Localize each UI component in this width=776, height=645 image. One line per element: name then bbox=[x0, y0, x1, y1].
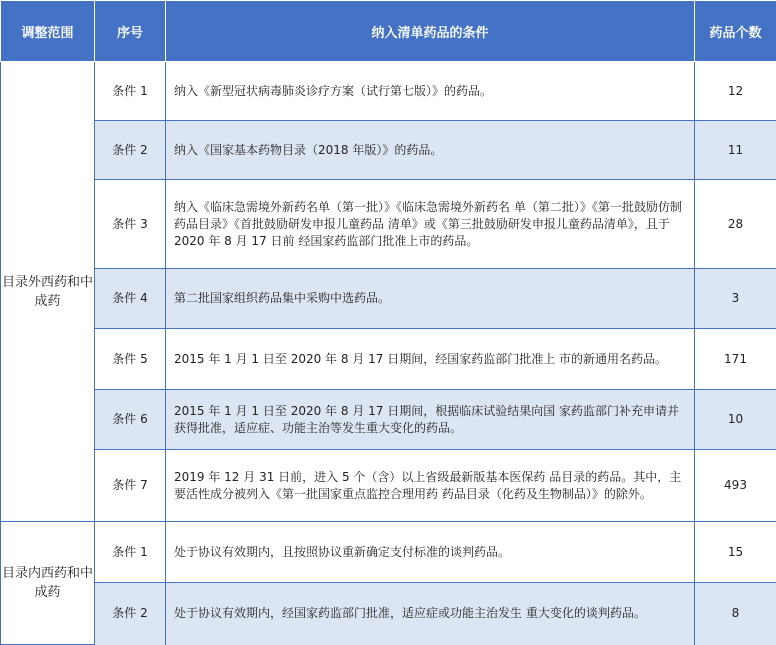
table-row bbox=[1, 269, 776, 329]
drug-count: 12 bbox=[695, 62, 776, 121]
table-header bbox=[1, 1, 776, 62]
scope-cell-inside: 目录内西药和中成药 bbox=[1, 522, 95, 645]
condition-text: 2015 年 1 月 1 日至 2020 年 8 月 17 日期间，经国家药监部门批准上 市的新通用名药品。 bbox=[166, 329, 695, 390]
condition-no: 条件 1 bbox=[95, 522, 166, 583]
table-row bbox=[1, 522, 776, 583]
condition-no: 条件 6 bbox=[95, 390, 166, 450]
table-row bbox=[1, 329, 776, 390]
drug-count: 493 bbox=[695, 450, 776, 522]
table-row bbox=[1, 390, 776, 450]
condition-no: 条件 7 bbox=[95, 450, 166, 522]
table-row bbox=[1, 180, 776, 269]
table-row bbox=[1, 62, 776, 121]
table-row bbox=[1, 121, 776, 180]
table-row bbox=[1, 583, 776, 645]
condition-text: 纳入《临床急需境外新药名单（第一批）》《临床急需境外新药名 单（第二批）》《第一批鼓励仿制药品目录》《首批鼓励研发申报儿童药品 清单》或《第三批鼓励研发申报儿童药品清单》，且于 2020 年 8 月 17 日前 经国家药监部门批准上市的药品。 bbox=[166, 180, 695, 269]
drug-count: 15 bbox=[695, 522, 776, 583]
header-no: 序号 bbox=[95, 1, 166, 62]
condition-text: 纳入《国家基本药物目录（2018 年版）》的药品。 bbox=[166, 121, 695, 180]
condition-no: 条件 4 bbox=[95, 269, 166, 329]
header-condition: 纳入清单药品的条件 bbox=[166, 1, 695, 62]
condition-text: 纳入《新型冠状病毒肺炎诊疗方案（试行第七版）》的药品。 bbox=[166, 62, 695, 121]
drug-count: 28 bbox=[695, 180, 776, 269]
condition-no: 条件 5 bbox=[95, 329, 166, 390]
table-row bbox=[1, 450, 776, 522]
condition-no: 条件 2 bbox=[95, 121, 166, 180]
condition-no: 条件 3 bbox=[95, 180, 166, 269]
header-count: 药品个数 bbox=[695, 1, 776, 62]
scope-cell-outside: 目录外西药和中成药 bbox=[1, 62, 95, 522]
condition-text: 处于协议有效期内，且按照协议重新确定支付标准的谈判药品。 bbox=[166, 522, 695, 583]
drug-count: 8 bbox=[695, 583, 776, 645]
condition-text: 处于协议有效期内，经国家药监部门批准，适应症或功能主治发生 重大变化的谈判药品。 bbox=[166, 583, 695, 645]
condition-no: 条件 1 bbox=[95, 62, 166, 121]
drug-count: 171 bbox=[695, 329, 776, 390]
condition-text: 第二批国家组织药品集中采购中选药品。 bbox=[166, 269, 695, 329]
condition-text: 2019 年 12 月 31 日前，进入 5 个（含）以上省级最新版基本医保药 品目录的药品。其中，主要活性成分被列入《第一批国家重点监控合理用药 药品目录（化药及生物制品）》的除外。 bbox=[166, 450, 695, 522]
condition-no: 条件 2 bbox=[95, 583, 166, 645]
header-scope: 调整范围 bbox=[1, 1, 95, 62]
drug-count: 11 bbox=[695, 121, 776, 180]
condition-text: 2015 年 1 月 1 日至 2020 年 8 月 17 日期间，根据临床试验结果向国 家药监部门补充申请并获得批准，适应症、功能主治等发生重大变化的药品。 bbox=[166, 390, 695, 450]
drug-count: 10 bbox=[695, 390, 776, 450]
drug-count: 3 bbox=[695, 269, 776, 329]
